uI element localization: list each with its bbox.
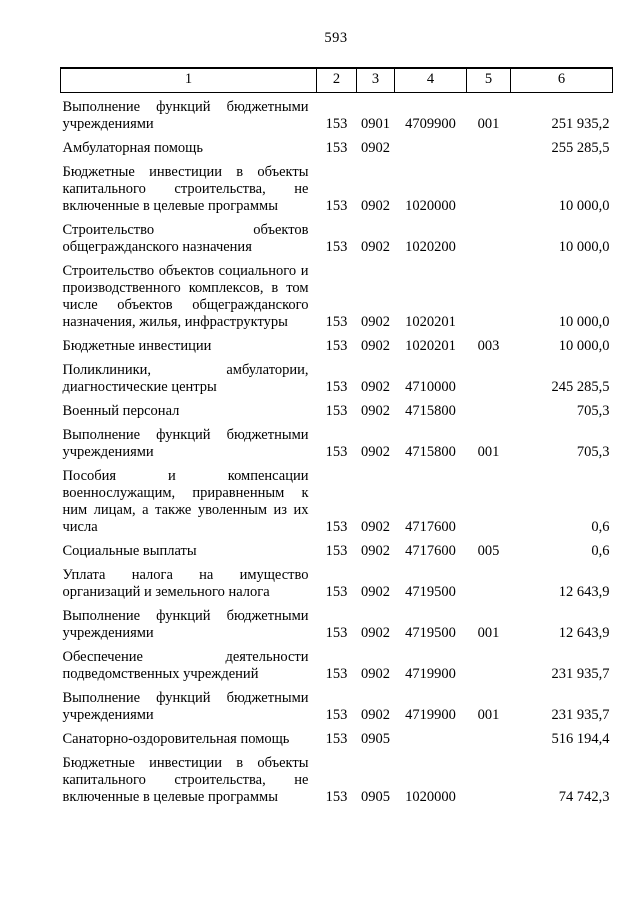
code-expense-type: 001 xyxy=(477,707,500,723)
code-target-item: 1020000 xyxy=(405,789,456,805)
amount-value: 245 285,5 xyxy=(551,379,610,395)
code-chapter: 153 xyxy=(325,625,348,641)
code-chapter: 153 xyxy=(325,707,348,723)
code-expense-type xyxy=(467,561,511,602)
code-target-item: 4719500 xyxy=(405,625,456,641)
amount-value: 10 000,0 xyxy=(558,198,610,214)
table-row xyxy=(61,158,613,216)
page-number: 593 xyxy=(324,30,348,46)
code-section: 0902 xyxy=(361,666,390,682)
code-expense-type: 001 xyxy=(477,625,500,641)
code-section: 0902 xyxy=(361,543,390,559)
row-name: Выполнение функций бюджетными учреждениями xyxy=(62,690,309,723)
code-target-item: 4709900 xyxy=(405,116,456,132)
code-chapter: 153 xyxy=(325,379,348,395)
code-chapter: 153 xyxy=(325,403,348,419)
code-target-item: 4719900 xyxy=(405,707,456,723)
budget-table xyxy=(60,67,613,807)
code-chapter: 153 xyxy=(325,666,348,682)
code-chapter: 153 xyxy=(325,198,348,214)
code-section: 0905 xyxy=(361,731,390,747)
code-expense-type xyxy=(467,397,511,421)
table-row xyxy=(61,684,613,725)
amount-value: 231 935,7 xyxy=(551,707,610,723)
table-body xyxy=(61,93,613,808)
code-target-item: 1020000 xyxy=(405,198,456,214)
table-row xyxy=(61,421,613,462)
row-name: Амбулаторная помощь xyxy=(62,140,203,156)
row-name: Санаторно-оздоровительная помощь xyxy=(62,731,290,747)
table-row xyxy=(61,643,613,684)
header-cell-2: 2 xyxy=(317,68,357,93)
header-cell-3: 3 xyxy=(357,68,395,93)
code-section: 0905 xyxy=(361,789,390,805)
amount-value: 705,3 xyxy=(576,403,610,419)
row-name: Бюджетные инвестиции в объекты капитального строительства, не включенные в целевые программы xyxy=(62,755,309,805)
code-target-item: 4717600 xyxy=(405,543,456,559)
code-chapter: 153 xyxy=(325,584,348,600)
code-expense-type xyxy=(467,257,511,332)
code-expense-type xyxy=(467,462,511,537)
code-expense-type xyxy=(467,216,511,257)
table-row xyxy=(61,725,613,749)
code-target-item: 4710000 xyxy=(405,379,456,395)
code-target-item: 4719500 xyxy=(405,584,456,600)
row-name: Выполнение функций бюджетными учреждениями xyxy=(62,427,309,460)
code-chapter: 153 xyxy=(325,519,348,535)
code-expense-type xyxy=(467,725,511,749)
table-row xyxy=(61,332,613,356)
code-chapter: 153 xyxy=(325,116,348,132)
table-row xyxy=(61,257,613,332)
code-chapter: 153 xyxy=(325,789,348,805)
amount-value: 255 285,5 xyxy=(551,140,610,156)
code-expense-type xyxy=(467,134,511,158)
code-expense-type xyxy=(467,749,511,807)
amount-value: 10 000,0 xyxy=(558,239,610,255)
header-cell-4: 4 xyxy=(395,68,467,93)
table-row xyxy=(61,356,613,397)
amount-value: 10 000,0 xyxy=(558,338,610,354)
code-expense-type: 005 xyxy=(477,543,500,559)
amount-value: 12 643,9 xyxy=(558,584,610,600)
code-section: 0902 xyxy=(361,140,390,156)
amount-value: 251 935,2 xyxy=(551,116,610,132)
code-section: 0901 xyxy=(361,116,390,132)
row-name: Бюджетные инвестиции в объекты капитального строительства, не включенные в целевые программы xyxy=(62,164,309,214)
code-section: 0902 xyxy=(361,239,390,255)
amount-value: 0,6 xyxy=(591,519,610,535)
amount-value: 516 194,4 xyxy=(551,731,610,747)
row-name: Уплата налога на имущество организаций и земельного налога xyxy=(62,567,309,600)
row-name: Строительство объектов общегражданского назначения xyxy=(62,222,309,255)
row-name: Выполнение функций бюджетными учреждениями xyxy=(62,99,309,132)
code-expense-type xyxy=(467,356,511,397)
row-name: Пособия и компенсации военнослужащим, приравненным к ним лицам, а также уволенным из их числа xyxy=(62,468,309,535)
row-name: Бюджетные инвестиции xyxy=(62,338,212,354)
code-target-item: 4715800 xyxy=(405,403,456,419)
code-section: 0902 xyxy=(361,198,390,214)
code-chapter: 153 xyxy=(325,140,348,156)
code-section: 0902 xyxy=(361,519,390,535)
code-expense-type xyxy=(467,643,511,684)
table-row xyxy=(61,134,613,158)
code-target-item: 4715800 xyxy=(405,444,456,460)
header-row xyxy=(61,68,613,93)
row-name: Строительство объектов социального и производственного комплексов, в том числе объектов общегражданского назначения, жилья, инфраструктуры xyxy=(62,263,309,330)
code-target-item: 1020200 xyxy=(405,239,456,255)
code-expense-type: 001 xyxy=(477,444,500,460)
code-target-item: 1020201 xyxy=(405,338,456,354)
table-header xyxy=(61,68,613,93)
table-row xyxy=(61,749,613,807)
header-cell-1: 1 xyxy=(61,68,317,93)
code-section: 0902 xyxy=(361,707,390,723)
code-chapter: 153 xyxy=(325,314,348,330)
amount-value: 10 000,0 xyxy=(558,314,610,330)
row-name: Поликлиники, амбулатории, диагностические центры xyxy=(62,362,309,395)
code-target-item: 4719900 xyxy=(405,666,456,682)
code-chapter: 153 xyxy=(325,731,348,747)
amount-value: 74 742,3 xyxy=(558,789,610,805)
code-chapter: 153 xyxy=(325,444,348,460)
code-expense-type xyxy=(467,158,511,216)
code-chapter: 153 xyxy=(325,543,348,559)
amount-value: 12 643,9 xyxy=(558,625,610,641)
code-section: 0902 xyxy=(361,314,390,330)
code-section: 0902 xyxy=(361,584,390,600)
table-row xyxy=(61,537,613,561)
code-expense-type: 003 xyxy=(477,338,500,354)
table-row xyxy=(61,216,613,257)
header-cell-5: 5 xyxy=(467,68,511,93)
code-chapter: 153 xyxy=(325,338,348,354)
row-name: Социальные выплаты xyxy=(62,543,197,559)
code-section: 0902 xyxy=(361,444,390,460)
table-row xyxy=(61,561,613,602)
table-row xyxy=(61,397,613,421)
code-target-item xyxy=(395,725,467,749)
header-cell-6: 6 xyxy=(511,68,613,93)
code-section: 0902 xyxy=(361,379,390,395)
amount-value: 705,3 xyxy=(576,444,610,460)
code-section: 0902 xyxy=(361,625,390,641)
table-row xyxy=(61,93,613,135)
code-section: 0902 xyxy=(361,338,390,354)
code-chapter: 153 xyxy=(325,239,348,255)
row-name: Обеспечение деятельности подведомственных учреждений xyxy=(62,649,309,682)
code-target-item: 1020201 xyxy=(405,314,456,330)
amount-value: 231 935,7 xyxy=(551,666,610,682)
row-name: Выполнение функций бюджетными учреждениями xyxy=(62,608,309,641)
code-target-item: 4717600 xyxy=(405,519,456,535)
table-row xyxy=(61,462,613,537)
code-expense-type: 001 xyxy=(477,116,500,132)
code-target-item xyxy=(395,134,467,158)
table-row xyxy=(61,602,613,643)
amount-value: 0,6 xyxy=(591,543,610,559)
row-name: Военный персонал xyxy=(62,403,180,419)
code-section: 0902 xyxy=(361,403,390,419)
